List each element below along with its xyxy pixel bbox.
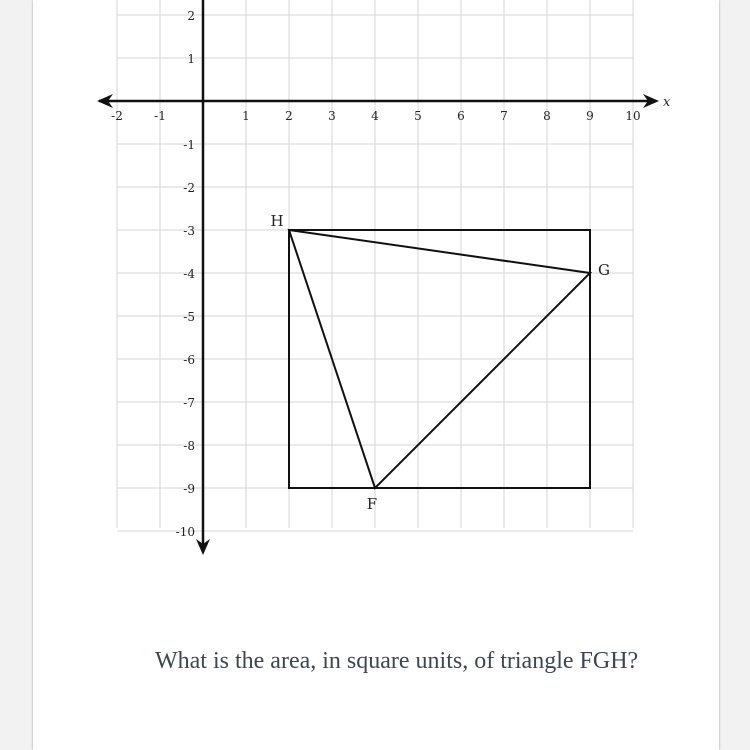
x-tick-label: 7 [500, 109, 508, 123]
y-tick-label: -2 [183, 181, 195, 195]
y-tick-label: 1 [187, 52, 195, 66]
y-tick-label: -8 [183, 439, 195, 453]
x-tick-label: -1 [154, 109, 166, 123]
y-tick-label: 2 [187, 9, 195, 23]
x-tick-label: 9 [586, 109, 594, 123]
x-tick-label: 6 [457, 109, 465, 123]
y-tick-label: -4 [183, 267, 195, 281]
x-tick-label: 2 [285, 109, 293, 123]
x-tick-label: -2 [111, 109, 123, 123]
x-tick-label: 5 [414, 109, 422, 123]
y-tick-label: -7 [183, 396, 195, 410]
x-axis-label: x [663, 95, 671, 110]
y-tick-label: -5 [183, 310, 195, 324]
x-tick-label: 4 [371, 109, 379, 123]
y-tick-label: -9 [183, 482, 195, 496]
vertex-label-g: G [598, 261, 610, 279]
vertex-label-h: H [270, 212, 284, 230]
y-tick-label: -3 [183, 224, 195, 238]
y-tick-label: -1 [183, 138, 195, 152]
vertex-label-f: F [366, 495, 378, 513]
x-tick-label: 10 [625, 109, 641, 123]
x-tick-label: 1 [242, 109, 250, 123]
question-text: What is the area, in square units, of triangle FGH? [155, 648, 639, 674]
y-tick-label: -10 [175, 525, 195, 539]
x-tick-label: 8 [543, 109, 551, 123]
y-tick-label: -6 [183, 353, 195, 367]
x-tick-label: 3 [328, 109, 336, 123]
